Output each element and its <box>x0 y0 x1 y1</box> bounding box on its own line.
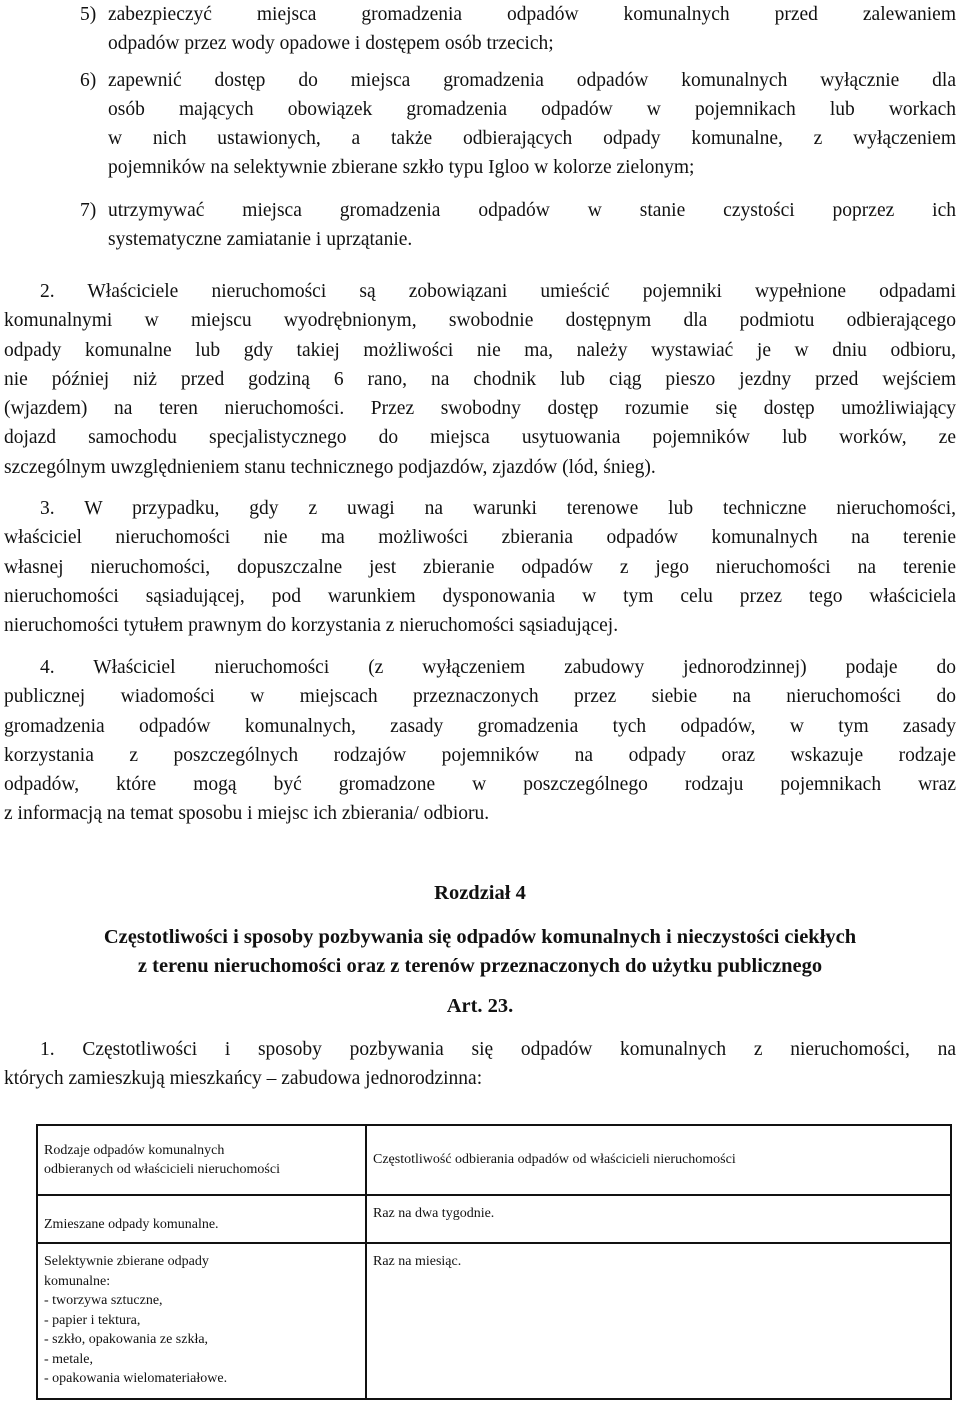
list-item-number: 6) <box>80 70 97 91</box>
text-line: osób mających obowiązek gromadzenia odpadów w pojemnikach lub workach <box>108 99 956 120</box>
cell-line: Rodzaje odpadów komunalnych <box>44 1142 225 1158</box>
text-line: których zamieszkują mieszkańcy – zabudowa jednorodzinna: <box>4 1068 483 1090</box>
table-row <box>37 1243 951 1399</box>
list-item-number: 7) <box>80 200 97 221</box>
list-item-number: 5) <box>80 4 97 25</box>
text-line: własnej nieruchomości, dopuszczalne jest zbieranie odpadów z jego nieruchomości na terenie <box>4 556 956 578</box>
list-item-7 <box>80 196 956 254</box>
text-line: 2. Właściciele nieruchomości są zobowiązani umieścić pojemniki wypełnione odpadami <box>40 281 956 302</box>
text-line: nieruchomości sąsiadującej, pod warunkiem dysponowania w tym celu przez tego właściciela <box>4 585 956 607</box>
text-line: komunalnymi w miejscu wyodrębnionym, swobodnie dostępnym dla podmiotu odbierającego <box>4 310 956 332</box>
table-header-cell <box>37 1125 366 1195</box>
text-line: gromadzenia odpadów komunalnych, zasady gromadzenia tych odpadów, w tym zasady <box>4 715 956 737</box>
text-line: w nich ustawionych, a także odbierających odpady komunalne, z wyłączeniem <box>108 128 956 149</box>
text-line: zapewnić dostęp do miejsca gromadzenia odpadów komunalnych wyłącznie dla <box>108 70 956 91</box>
cell-line: - papier i tektura, <box>44 1312 141 1328</box>
text-line: z informacją na temat sposobu i miejsc ich zbierania/ odbioru. <box>4 803 490 825</box>
text-line: nie później niż przed godziną 6 rano, na chodnik lub ciąg pieszo jezdny przed wejściem <box>4 368 956 390</box>
text-line: 1. Częstotliwości i sposoby pozbywania się odpadów komunalnych z nieruchomości, na <box>40 1039 956 1060</box>
chapter-title: Rozdział 4 <box>434 882 526 904</box>
list-item-text <box>108 0 956 58</box>
text-line: odpadów, które mogą być gromadzone w poszczególnego rodzaju pojemnikach wraz <box>4 774 956 796</box>
text-line: właściciel nieruchomości nie ma możliwości zbierania odpadów komunalnych na terenie <box>4 527 956 549</box>
chapter-subtitle <box>0 923 960 981</box>
table-cell <box>37 1243 366 1399</box>
paragraph-4 <box>4 653 956 829</box>
table-cell: Raz na dwa tygodnie. <box>366 1195 951 1243</box>
text-line: zabezpieczyć miejsca gromadzenia odpadów komunalnych przed zalewaniem <box>108 4 956 25</box>
text-line: odpady komunalne lub gdy takiej możliwości nie ma, należy wystawiać je w dniu odbioru, <box>4 339 956 361</box>
subtitle-line: Częstotliwości i sposoby pozbywania się odpadów komunalnych i nieczystości ciekłych <box>103 926 857 948</box>
table-cell: Raz na miesiąc. <box>366 1243 951 1399</box>
text-line: korzystania z poszczególnych rodzajów pojemników na odpady oraz wskazuje rodzaje <box>4 744 956 766</box>
cell-line: - metale, <box>44 1351 93 1367</box>
text-line: publicznej wiadomości w miejscach przeznaczonych przez siebie na nieruchomości do <box>4 686 956 708</box>
list-item-5 <box>80 0 956 58</box>
text-line: systematyczne zamiatanie i uprzątanie. <box>108 229 413 250</box>
table-row <box>37 1195 951 1243</box>
text-line: pojemników na selektywnie zbierane szkło typu Igloo w kolorze zielonym; <box>108 157 695 178</box>
list-item-text <box>108 66 956 182</box>
cell-line: Zmieszane odpady komunalne. <box>44 1216 219 1232</box>
cell-line: Selektywnie zbierane odpady <box>44 1254 209 1269</box>
table-cell <box>37 1195 366 1243</box>
text-line: odpadów przez wody opadowe i dostępem osób trzecich; <box>108 33 554 54</box>
cell-line: odbieranych od właścicieli nieruchomości <box>44 1162 280 1177</box>
list-item-6 <box>80 66 956 182</box>
paragraph-2 <box>4 277 956 482</box>
text-line: dojazd samochodu specjalistycznego do miejsca usytuowania pojemników lub worków, ze <box>4 427 956 449</box>
text-line: 4. Właściciel nieruchomości (z wyłączeniem zabudowy jednorodzinnej) podaje do <box>40 657 956 678</box>
cell-line: - tworzywa sztuczne, <box>44 1293 163 1308</box>
text-line: (wjazdem) na teren nieruchomości. Przez swobodny dostęp rozumie się dostęp umożliwiający <box>4 398 956 420</box>
article-paragraph-1 <box>4 1035 956 1094</box>
table-header-cell: Częstotliwość odbierania odpadów od właścicieli nieruchomości <box>366 1125 951 1195</box>
subtitle-line: z terenu nieruchomości oraz z terenów przeznaczonych do użytku publicznego <box>137 955 823 977</box>
article-number: Art. 23. <box>446 995 514 1017</box>
frequency-table <box>36 1124 952 1400</box>
cell-line: - opakowania wielomateriałowe. <box>44 1371 228 1386</box>
cell-line: komunalne: <box>44 1273 111 1289</box>
text-line: utrzymywać miejsca gromadzenia odpadów w stanie czystości poprzez ich <box>108 200 956 221</box>
text-line: nieruchomości tytułem prawnym do korzystania z nieruchomości sąsiadującej. <box>4 615 619 637</box>
text-line: 3. W przypadku, gdy z uwagi na warunki terenowe lub techniczne nieruchomości, <box>40 498 956 519</box>
text-line: szczególnym uwzględnieniem stanu technicznego podjazdów, zjazdów (lód, śnieg). <box>4 456 656 478</box>
paragraph-3 <box>4 494 956 640</box>
table-header-row <box>37 1125 951 1195</box>
cell-line: - szkło, opakowania ze szkła, <box>44 1332 209 1347</box>
list-item-text <box>108 196 956 254</box>
